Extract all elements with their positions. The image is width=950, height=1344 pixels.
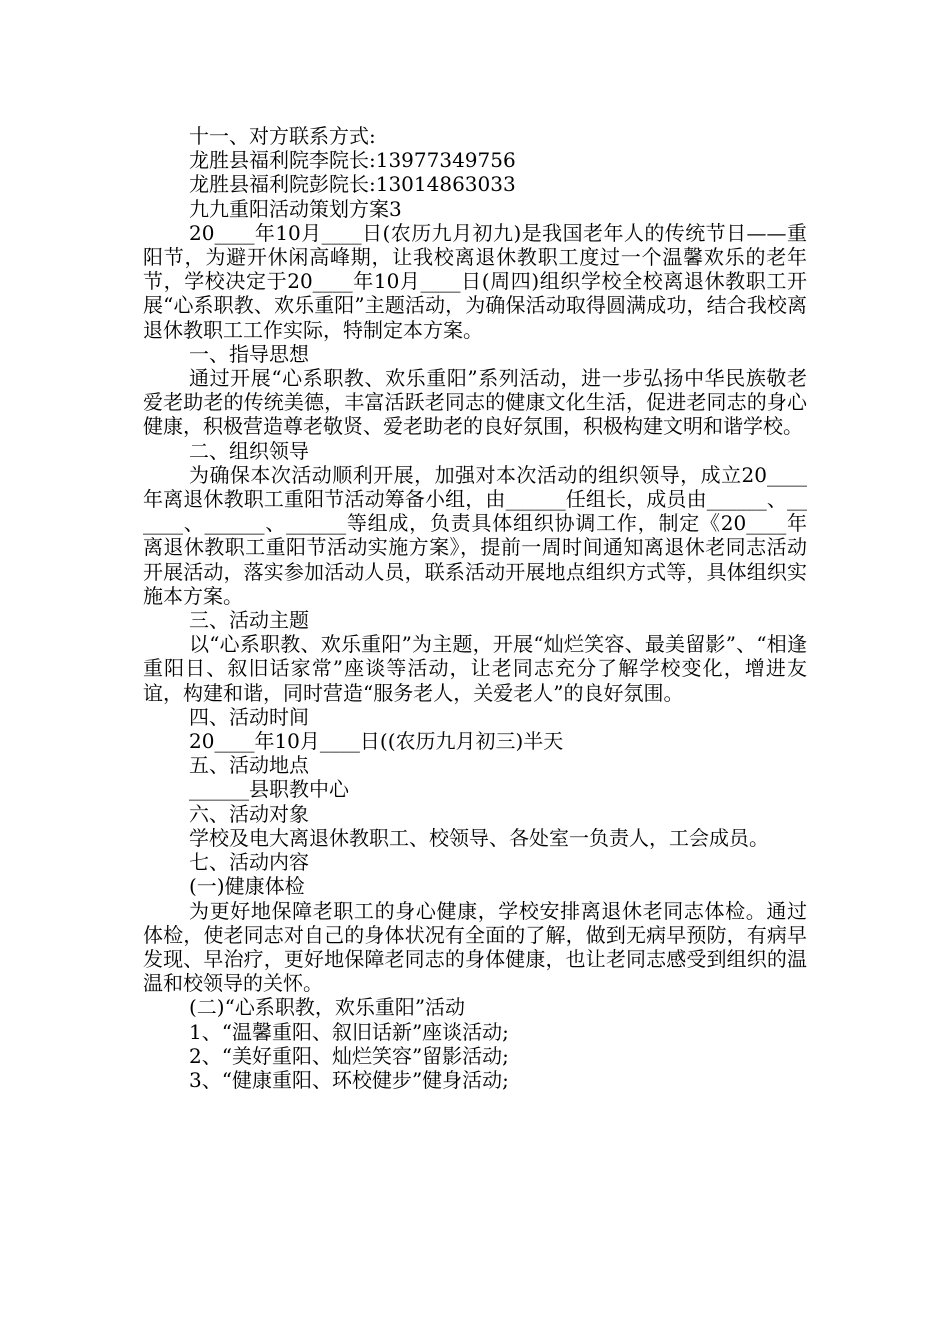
theme-paragraph: 以“心系职教、欢乐重阳”为主题，开展“灿烂笑容、最美留影”、“相逢重阳日、叙旧话家常”座谈等活动，让老同志充分了解学校变化，增进友谊，构建和谐，同时营造“服务老人，关爱老人”的良好氛围。	[143, 632, 807, 705]
activity-item-3: 3、“健康重阳、环校健步”健身活动;	[189, 1067, 509, 1092]
contact-heading: 十一、对方联系方式:	[189, 124, 376, 148]
contact-line-2: 龙胜县福利院彭院长:13014863033	[189, 172, 516, 197]
guiding-idea-paragraph: 通过开展“心系职教、欢乐重阳”系列活动，进一步弘扬中华民族敬老爱老助老的传统美德，丰富活跃老同志的健康文化生活，促进老同志的身心健康，积极营造尊老敬贤、爱老助老的良好氛围，积极构建文明和谐学校。	[143, 366, 807, 439]
organization-paragraph: 为确保本次活动顺利开展，加强对本次活动的组织领导，成立20____年离退休教职工重阳节活动筹备小组，由______任组长，成员由______、______、______、______等组成，负责具体组织协调工作，制定《20____年离退休教职工重阳节活动实施方案》，提前一周时间通知离退休老同志活动开展活动，落实参加活动人员，联系活动开展地点组织方式等，具体组织实施本方案。	[143, 462, 807, 608]
section-heading-organization: 二、组织领导	[189, 438, 309, 463]
participants-paragraph: 学校及电大离退休教职工、校领导、各处室一负责人，工会成员。	[189, 825, 769, 850]
section-heading-location: 五、活动地点	[189, 753, 309, 778]
section-heading-guiding-idea: 一、指导思想	[189, 341, 309, 366]
plan-title: 九九重阳活动策划方案3	[189, 196, 402, 221]
document-page	[143, 124, 807, 1092]
section-heading-time: 四、活动时间	[189, 704, 309, 729]
subsection-heading-activities: (二)“心系职教，欢乐重阳”活动	[189, 995, 466, 1020]
subsection-heading-health-check: (一)健康体检	[189, 874, 305, 899]
activity-item-1: 1、“温馨重阳、叙旧话新”座谈活动;	[189, 1019, 509, 1044]
section-heading-content: 七、活动内容	[189, 850, 309, 875]
location-line: ______县职教中心	[189, 777, 349, 802]
section-heading-participants: 六、活动对象	[189, 801, 309, 826]
activity-item-2: 2、“美好重阳、灿烂笑容”留影活动;	[189, 1043, 509, 1068]
health-check-paragraph: 为更好地保障老职工的身心健康，学校安排离退休老同志体检。通过体检，使老同志对自己的身体状况有全面的了解，做到无病早预防，有病早发现、早治疗，更好地保障老同志的身体健康，也让老同志感受到组织的温温和校领导的关怀。	[143, 898, 807, 996]
time-line: 20____年10月____日((农历九月初三)半天	[189, 729, 564, 754]
intro-paragraph: 20____年10月____日(农历九月初九)是我国老年人的传统节日——重阳节，为避开休闲高峰期，让我校离退休教职工度过一个温馨欢乐的老年节，学校决定于20____年10月____日(周四)组织学校全校离退休教职工开展“心系职教、欢乐重阳”主题活动，为确保活动取得圆满成功，结合我校离退休教职工工作实际，特制定本方案。	[143, 220, 807, 342]
contact-line-1: 龙胜县福利院李院长:13977349756	[189, 148, 516, 173]
section-heading-theme: 三、活动主题	[189, 608, 309, 633]
